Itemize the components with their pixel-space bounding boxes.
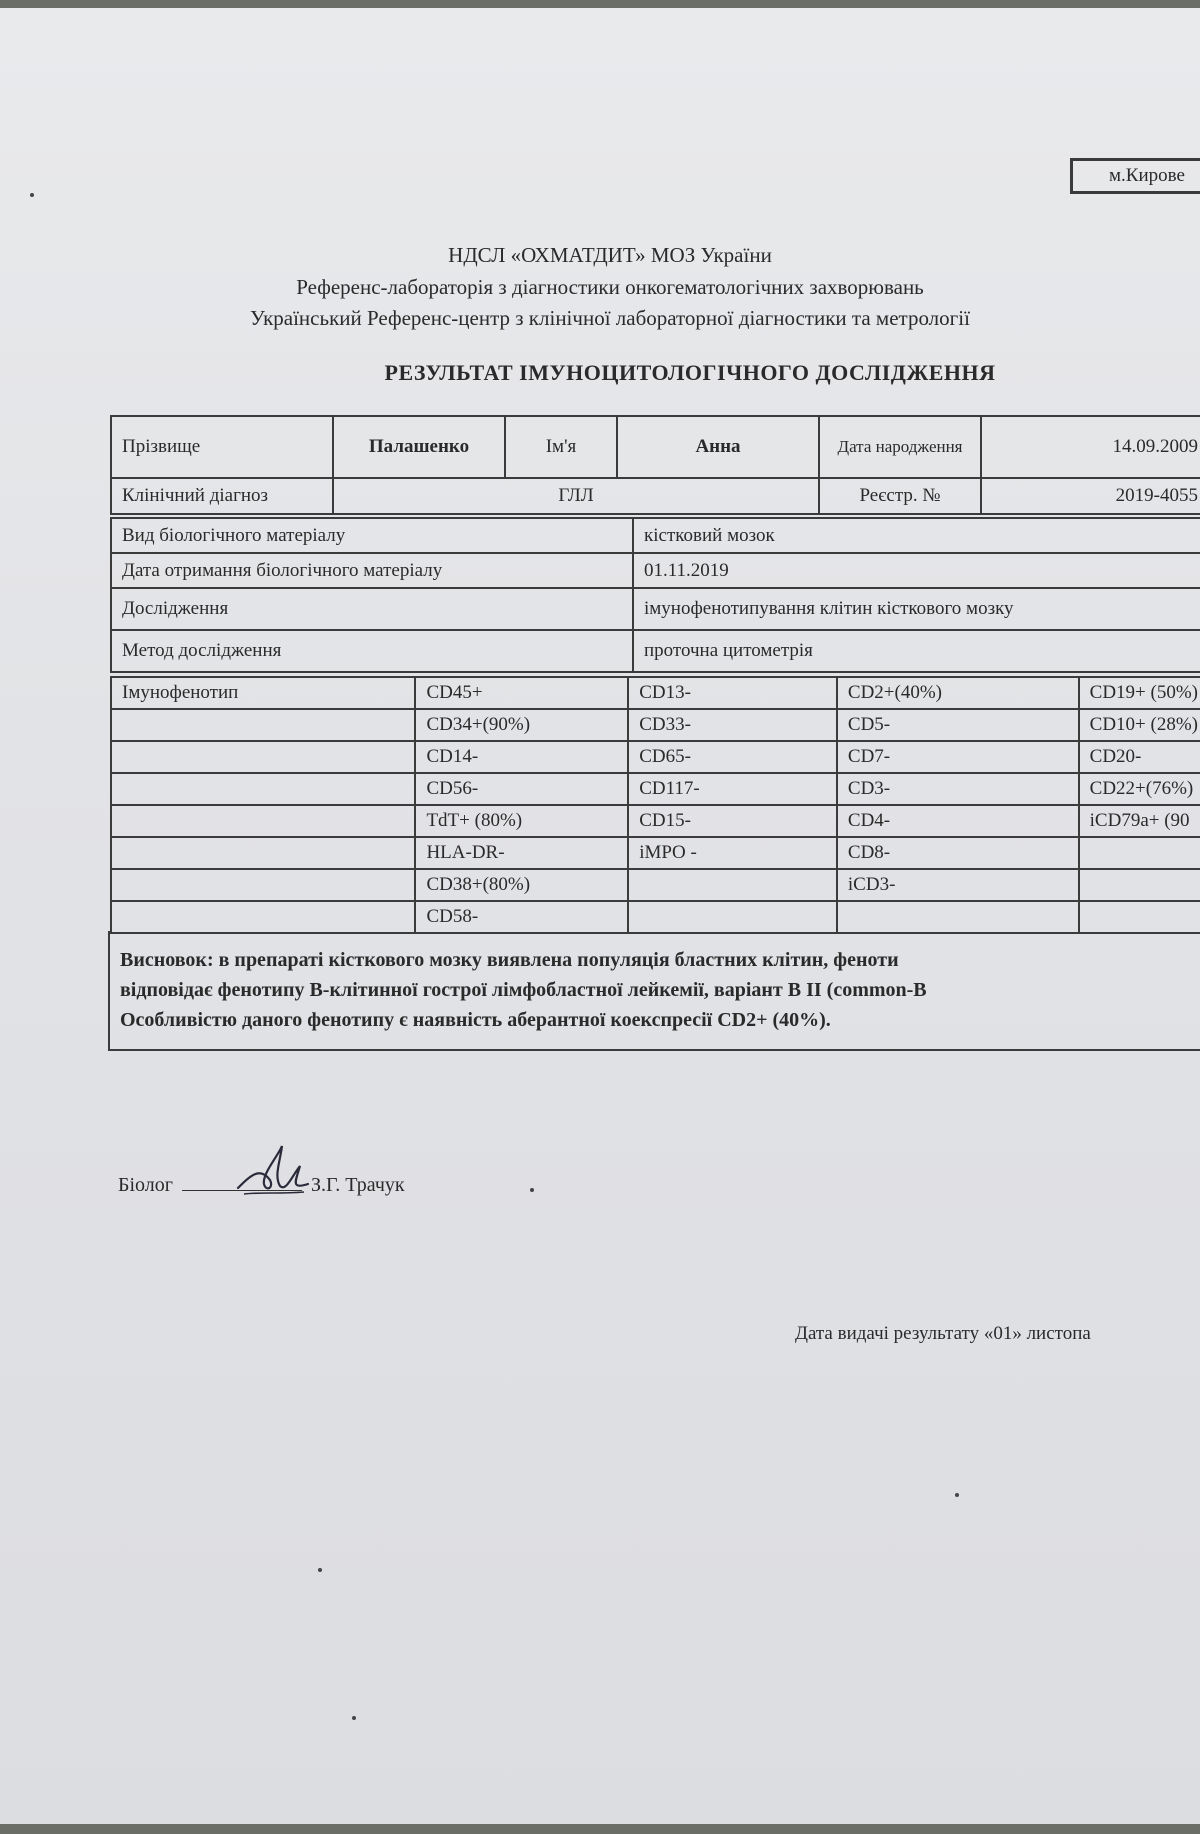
header-line-1: НДСЛ «ОХМАТДИТ» МОЗ України [448, 243, 772, 267]
marker-cell: CD38+(80%) [415, 869, 628, 901]
marker-cell: CD22+(76%) [1079, 773, 1200, 805]
marker-cell [628, 869, 837, 901]
patient-table [110, 415, 1200, 515]
immunophenotype-row [111, 901, 1200, 933]
reg-value: 2019-4055 [981, 478, 1200, 514]
immunophenotype-row [111, 773, 1200, 805]
marker-cell [1079, 869, 1200, 901]
conclusion-block [108, 931, 1200, 1051]
immunophenotype-label-cell [111, 709, 415, 741]
marker-cell: CD19+ (50%) [1079, 677, 1200, 709]
marker-cell: CD34+(90%) [415, 709, 628, 741]
marker-cell: CD14- [415, 741, 628, 773]
reg-label: Реєстр. № [819, 478, 981, 514]
marker-cell: TdT+ (80%) [415, 805, 628, 837]
material-label: Вид біологічного матеріалу [111, 518, 633, 553]
name-label: Ім'я [505, 416, 617, 478]
details-table [110, 517, 1200, 673]
marker-cell: iCD3- [837, 869, 1079, 901]
marker-cell: CD3- [837, 773, 1079, 805]
diagnosis-value: ГЛЛ [333, 478, 819, 514]
marker-cell: CD33- [628, 709, 837, 741]
document-title: РЕЗУЛЬТАТ ІМУНОЦИТОЛОГІЧНОГО ДОСЛІДЖЕННЯ [384, 360, 996, 385]
marker-cell: iMPO - [628, 837, 837, 869]
dob-label: Дата народження [819, 416, 981, 478]
date-received-label: Дата отримання біологічного матеріалу [111, 553, 633, 588]
marker-cell: CD7- [837, 741, 1079, 773]
stamp-city: м.Кирове [1070, 158, 1200, 194]
immunophenotype-label-cell [111, 773, 415, 805]
study-value: імунофенотипування клітин кісткового мозку [633, 588, 1200, 630]
conclusion-line-2: відповідає фенотипу В-клітинної гострої лімфобластної лейкемії, варіант В II (common-B [120, 979, 927, 1001]
speck [318, 1568, 322, 1572]
marker-cell [837, 901, 1079, 933]
marker-cell: CD58- [415, 901, 628, 933]
immunophenotype-label-cell [111, 837, 415, 869]
marker-cell: CD5- [837, 709, 1079, 741]
signature-role: Біолог [118, 1174, 173, 1196]
study-label: Дослідження [111, 588, 633, 630]
speck [352, 1716, 356, 1720]
header-line-3: Український Референс-центр з клінічної лабораторної діагностики та метрології [250, 306, 970, 330]
surname-label: Прізвище [111, 416, 333, 478]
dob-value: 14.09.2009 [981, 416, 1200, 478]
marker-cell: CD2+(40%) [837, 677, 1079, 709]
conclusion-line-1: Висновок: в препараті кісткового мозку виявлена популяція бластних клітин, феноти [120, 949, 899, 971]
header-line-2: Референс-лабораторія з діагностики онкогематологічних захворювань [296, 275, 924, 299]
signature-name: З.Г. Трачук [310, 1174, 405, 1196]
marker-cell: CD4- [837, 805, 1079, 837]
name-value: Анна [617, 416, 819, 478]
marker-cell: CD20- [1079, 741, 1200, 773]
method-label: Метод дослідження [111, 630, 633, 672]
speck [530, 1188, 534, 1192]
immunophenotype-label-cell [111, 901, 415, 933]
date-received-value: 01.11.2019 [633, 553, 1200, 588]
speck [955, 1493, 959, 1497]
marker-cell [1079, 901, 1200, 933]
document-page [0, 8, 1200, 1824]
immunophenotype-row [111, 869, 1200, 901]
conclusion-line-3: Особливістю даного фенотипу є наявність аберантної коекспресії CD2+ (40%). [120, 1009, 831, 1031]
speck [30, 193, 34, 197]
marker-cell: CD8- [837, 837, 1079, 869]
marker-cell [628, 901, 837, 933]
immunophenotype-table [110, 676, 1200, 934]
marker-cell: CD56- [415, 773, 628, 805]
material-value: кістковий мозок [633, 518, 1200, 553]
immunophenotype-row [111, 741, 1200, 773]
immunophenotype-row [111, 805, 1200, 837]
marker-cell: iCD79a+ (90 [1079, 805, 1200, 837]
immunophenotype-label-cell: Імунофенотип [111, 677, 415, 709]
diagnosis-label: Клінічний діагноз [111, 478, 333, 514]
immunophenotype-row [111, 677, 1200, 709]
marker-cell: CD45+ [415, 677, 628, 709]
marker-cell: CD10+ (28%) [1079, 709, 1200, 741]
immunophenotype-label-cell [111, 805, 415, 837]
immunophenotype-label-cell [111, 741, 415, 773]
marker-cell: CD13- [628, 677, 837, 709]
immunophenotype-label-cell [111, 869, 415, 901]
immunophenotype-row [111, 837, 1200, 869]
marker-cell [1079, 837, 1200, 869]
marker-cell: CD65- [628, 741, 837, 773]
issue-date: Дата видачі результату «01» листопа [795, 1323, 1091, 1344]
marker-cell: HLA-DR- [415, 837, 628, 869]
surname-value: Палашенко [333, 416, 505, 478]
marker-cell: CD117- [628, 773, 837, 805]
method-value: проточна цитометрія [633, 630, 1200, 672]
marker-cell: CD15- [628, 805, 837, 837]
handwritten-signature [230, 1136, 320, 1206]
immunophenotype-row [111, 709, 1200, 741]
